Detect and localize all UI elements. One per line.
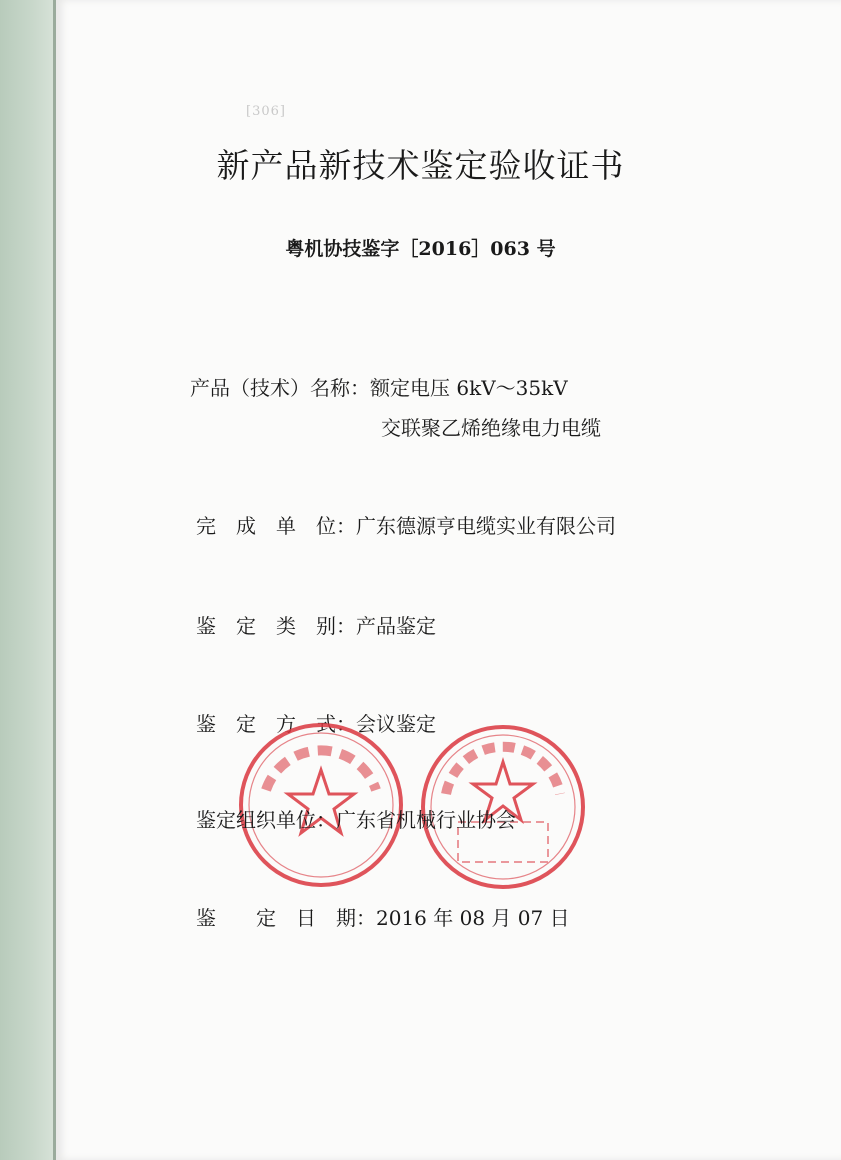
appraisal-type-label: 鉴 定 类 别： [196,614,356,638]
organizer-label: 鉴定组织单位： [196,808,336,832]
document-number: 粤机协技鉴字［2016］063 号 [285,238,556,260]
appraisal-date-label: 鉴 定 日 期： [196,906,376,930]
appraisal-method-value: 会议鉴定 [356,712,436,736]
completing-unit-label: 完 成 单 位： [196,514,356,538]
appraisal-method-label: 鉴 定 方 式： [196,712,356,736]
completing-unit-value: 广东德源亨电缆实业有限公司 [356,514,616,538]
product-name-row [190,372,568,401]
appraisal-date-row [196,902,570,931]
appraisal-type-row [196,610,436,639]
appraisal-date-value: 2016 年 08 月 07 日 [376,906,570,930]
organizer-row [196,804,516,833]
product-name-line2: 交联聚乙烯绝缘电力电缆 [381,416,601,440]
organizer-value: 广东省机械行业协会 [336,808,516,832]
appraisal-type-value: 产品鉴定 [356,614,436,638]
certificate-title: 新产品新技术鉴定验收证书 [216,146,625,185]
product-name-label: 产品（技术）名称： [190,376,370,400]
completing-unit-row [196,510,616,539]
product-name-line1: 额定电压 6kV～35kV [370,376,568,400]
faint-page-code: [306] [246,104,286,119]
